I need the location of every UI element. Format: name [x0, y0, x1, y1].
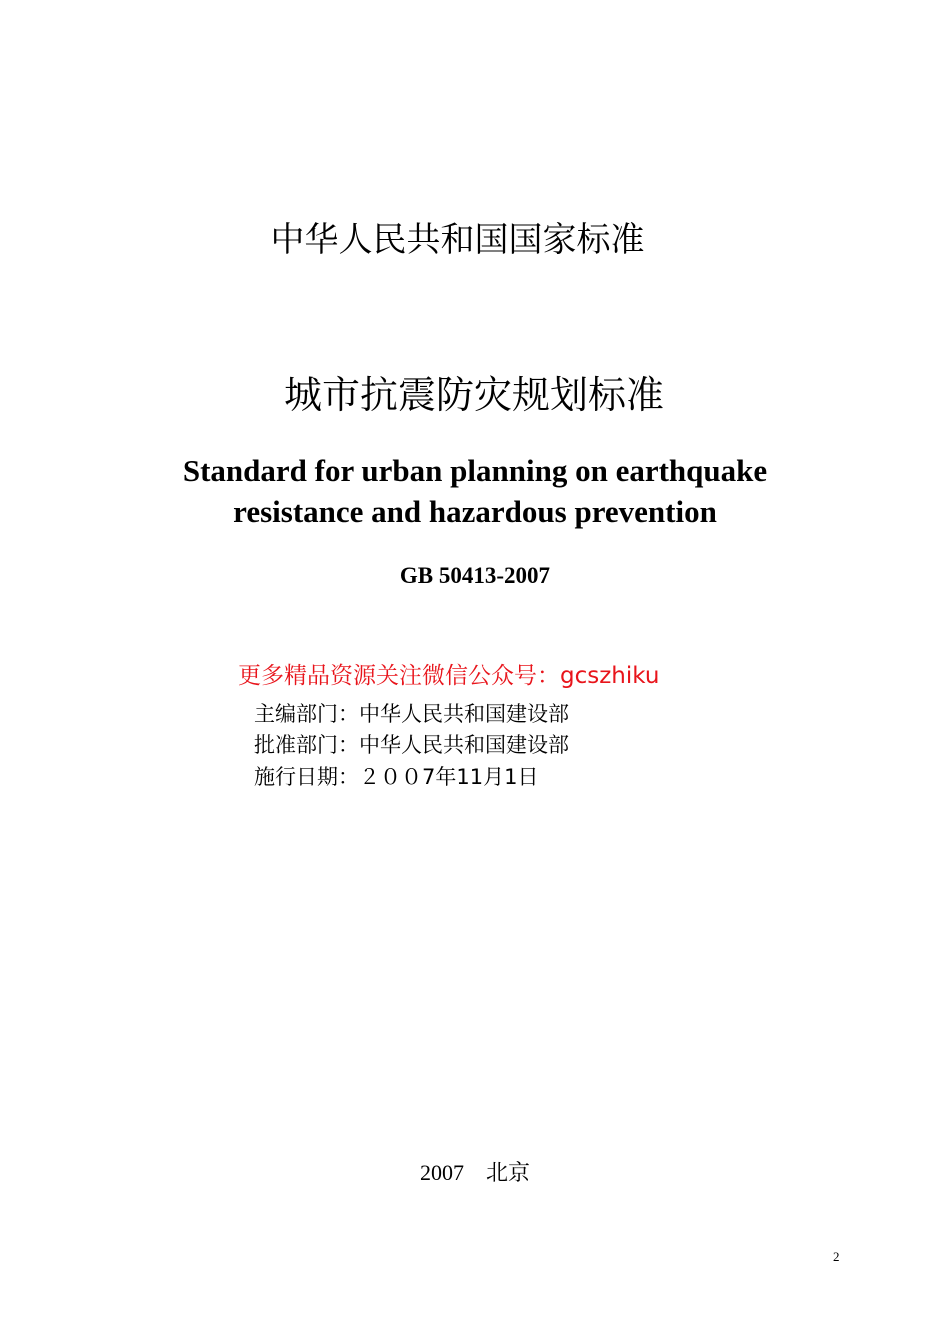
place-year: 2007 北京	[419, 1160, 530, 1185]
page-number: 2	[833, 1249, 840, 1264]
title-english-line-1: Standard for urban planning on earthquake	[182, 453, 768, 488]
standard-code: GB 50413-2007	[399, 563, 551, 588]
standard-title-english	[0, 450, 950, 532]
chief-editor-dept: 主编部门：中华人民共和国建设部	[254, 702, 569, 726]
national-standard-heading: 中华人民共和国国家标准	[270, 220, 645, 260]
effective-date: 施行日期：２００7年11月1日	[254, 765, 539, 789]
promo-text: 更多精品资源关注微信公众号：gcszhiku	[238, 663, 660, 689]
approval-dept: 批准部门：中华人民共和国建设部	[254, 733, 569, 757]
standard-title-chinese: 城市抗震防灾规划标准	[283, 373, 664, 417]
title-english-line-2: resistance and hazardous prevention	[233, 494, 717, 529]
